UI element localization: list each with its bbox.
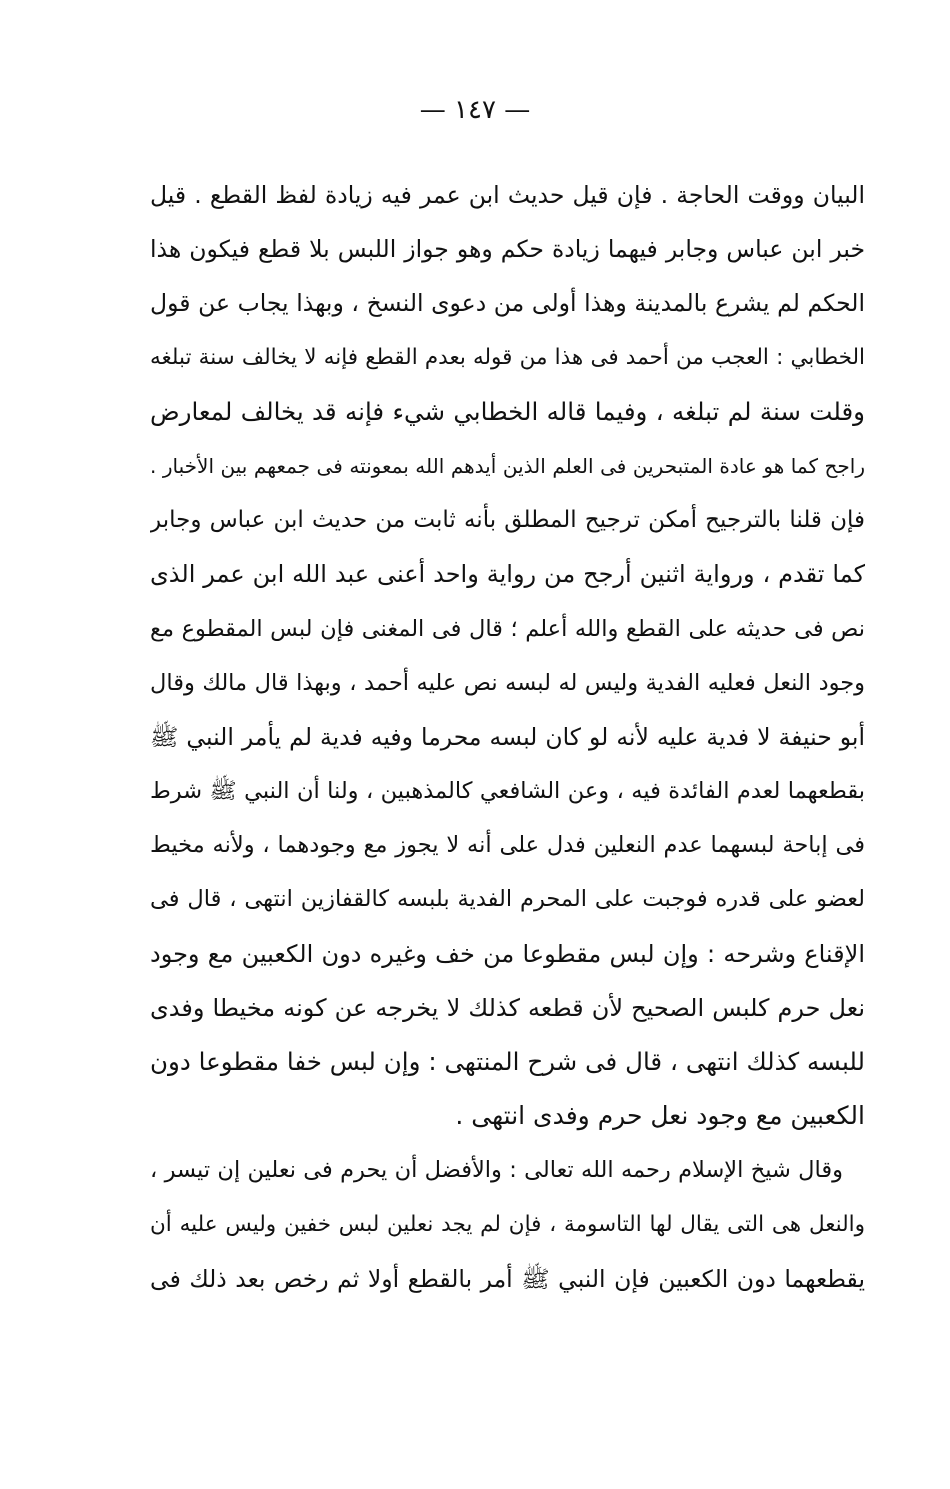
body-text [150, 168, 865, 1306]
text-line: الإقناع وشرحه : وإن لبس مقطوعا من خف وغيره دون الكعبين مع وجود [150, 939, 865, 968]
text-line: لعضو على قدره فوجبت على المحرم الفدية بلبسه كالقفازين انتهى ، قال فى [150, 886, 865, 913]
text-line: الكعبين مع وجود نعل حرم وفدى انتهى . [455, 1101, 865, 1131]
text-line: خبر ابن عباس وجابر فيهما زيادة حكم وهو جواز اللبس بلا قطع فيكون هذا [150, 235, 865, 264]
text-line: وقال شيخ الإسلام رحمه الله تعالى : والأفضل أن يحرم فى نعلين إن تيسر ، [150, 1157, 843, 1184]
text-line: وجود النعل فعليه الفدية وليس له لبسه نص عليه أحمد ، وبهذا قال مالك وقال [150, 669, 865, 696]
text-line: فإن قلنا بالترجيح أمكن ترجيح المطلق بأنه ثابت من حديث ابن عباس وجابر [150, 507, 865, 534]
text-line: والنعل هى التى يقال لها التاسومة ، فإن لم يجد نعلين لبس خفين وليس عليه أن [150, 1211, 865, 1237]
text-line: الخطابي : العجب من أحمد فى هذا من قوله بعدم القطع فإنه لا يخالف سنة تبلغه [150, 344, 865, 370]
text-line: نص فى حديثه على القطع والله أعلم ؛ قال فى المغنى فإن لبس المقطوع مع [150, 615, 865, 642]
text-line: بقطعهما لعدم الفائدة فيه ، وعن الشافعي كالمذهبين ، ولنا أن النبي ﷺ شرط [150, 778, 865, 805]
text-line: كما تقدم ، ورواية اثنين أرجح من رواية واحد أعنى عبد الله ابن عمر الذى [150, 560, 865, 589]
text-line: راجح كما هو عادة المتبحرين فى العلم الذين أيدهم الله بمعونته فى جمعهم بين الأخبار . [150, 453, 865, 478]
page-number: — ١٤٧ — [419, 95, 531, 125]
text-line: البيان ووقت الحاجة . فإن قيل حديث ابن عمر فيه زيادة لفظ القطع . قيل [150, 181, 865, 209]
text-line: فى إباحة لبسهما عدم النعلين فدل على أنه لا يجوز مع وجودهما ، ولأنه مخيط [150, 832, 865, 859]
text-line: يقطعهما دون الكعبين فإن النبي ﷺ أمر بالقطع أولا ثم رخص بعد ذلك فى [150, 1264, 865, 1293]
text-line: للبسه كذلك انتهى ، قال فى شرح المنتهى : وإن لبس خفا مقطوعا دون [150, 1047, 865, 1076]
text-line: الحكم لم يشرع بالمدينة وهذا أولى من دعوى النسخ ، وبهذا يجاب عن قول [150, 289, 865, 318]
text-line: أبو حنيفة لا فدية عليه لأنه لو كان لبسه محرما وفيه فدية لم يأمر النبي ﷺ [150, 722, 865, 751]
text-line: وقلت سنة لم تبلغه ، وفيما قاله الخطابي شيء فإنه قد يخالف لمعارض [150, 396, 865, 426]
text-line: نعل حرم كلبس الصحيح لأن قطعه كذلك لا يخرجه عن كونه مخيطا وفدى [150, 993, 865, 1022]
